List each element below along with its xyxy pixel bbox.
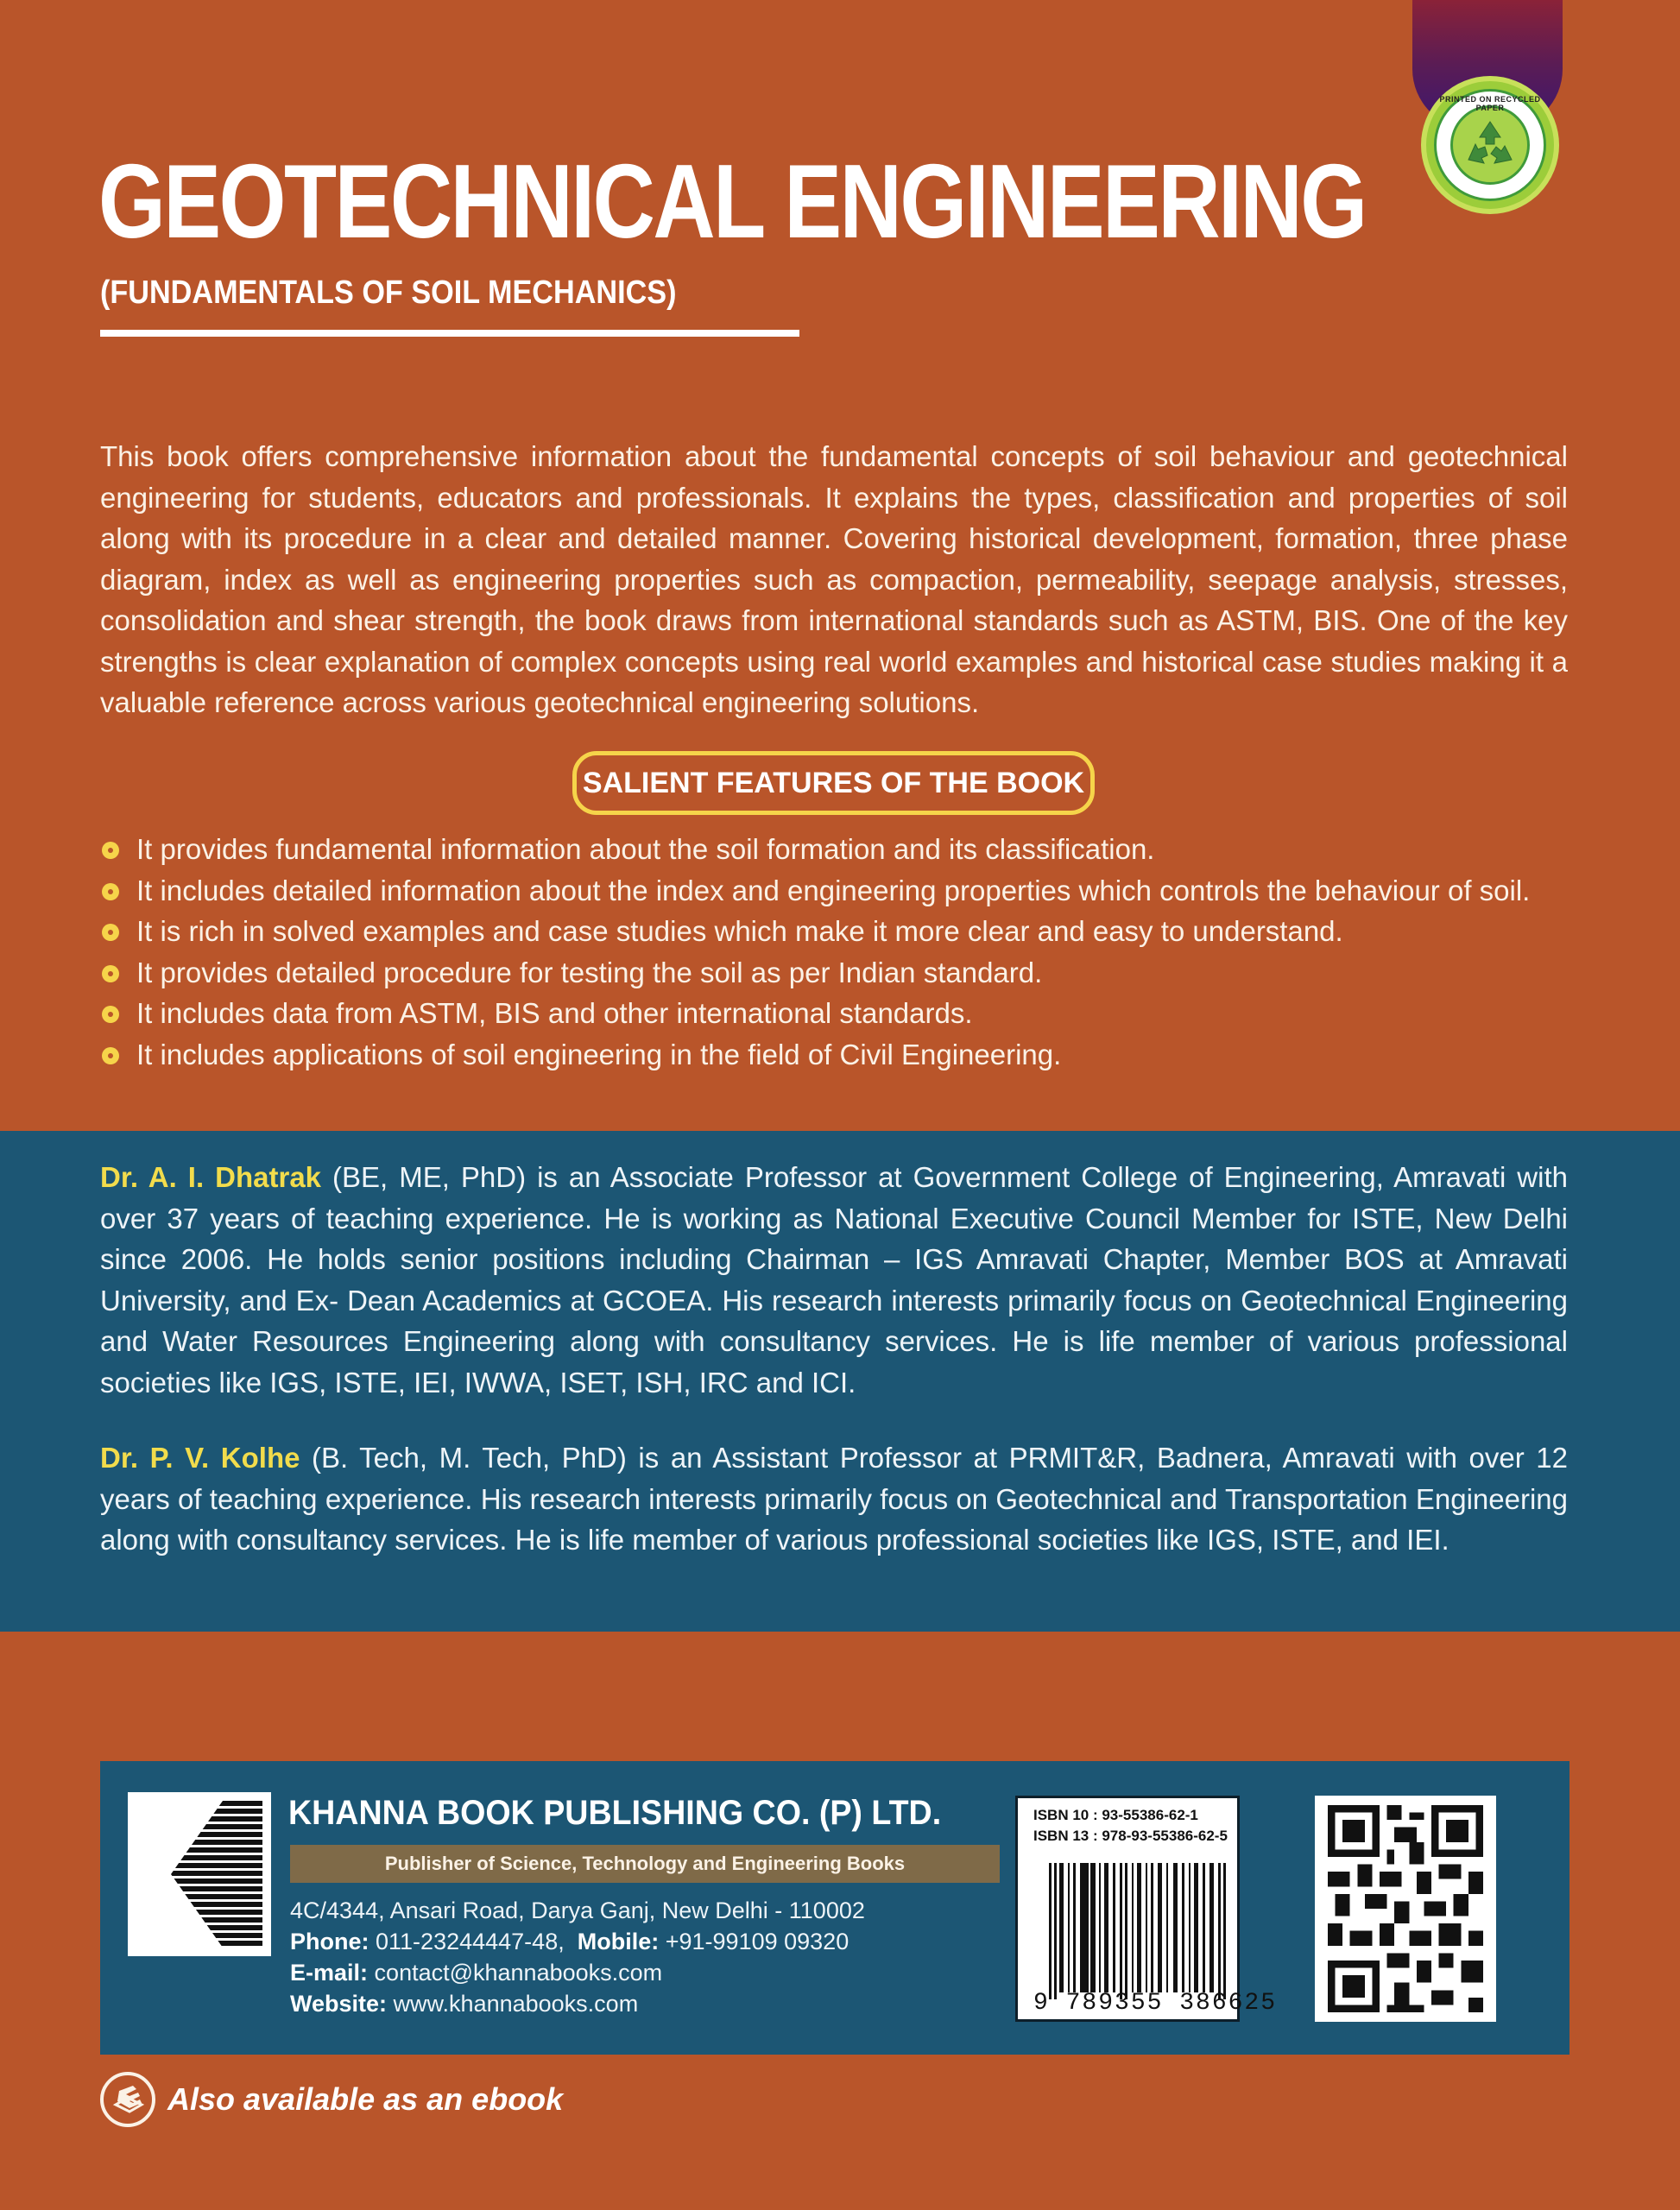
publisher-website: Website: www.khannabooks.com: [290, 1991, 639, 2017]
email-link[interactable]: contact@khannabooks.com: [374, 1960, 663, 1986]
ebook-icon: [100, 2072, 155, 2127]
book-subtitle: (FUNDAMENTALS OF SOIL MECHANICS): [100, 275, 677, 311]
author-name: Dr. P. V. Kolhe: [100, 1442, 300, 1474]
bullet-icon: [102, 842, 119, 859]
author-name: Dr. A. I. Dhatrak: [100, 1161, 322, 1193]
bullet-icon: [102, 965, 119, 982]
title-divider: [100, 330, 799, 337]
publisher-panel: [100, 1761, 1569, 2055]
author-bio: Dr. A. I. Dhatrak (BE, ME, PhD) is an Associate Professor at Government College of Engineering, Amravati with over 37 years of teaching experience. He is working as National Executive Council Member for ISTE, New Delhi since 2006. He holds senior positions including Chairman – IGS Amravati Chapter, Member BOS at Amravati University, and Ex- Dean Academics at GCOEA. His research interests primarily focus on Geotechnical Engineering and Water Resources Engineering along with consultancy services. He is life member of various professional societies like IGS, ISTE, IEI, IWWA, ISET, ISH, IRC and ICI.: [100, 1161, 1568, 1399]
feature-item: It is rich in solved examples and case studies which make it more clear and easy to understand.: [100, 911, 1576, 952]
recycle-icon: [1450, 105, 1530, 185]
isbn-barcode: [1015, 1796, 1278, 2022]
feature-item: It includes applications of soil engineering in the field of Civil Engineering.: [100, 1034, 1576, 1076]
publisher-email: E-mail: contact@khannabooks.com: [290, 1960, 663, 1986]
ebook-notice: [100, 2072, 563, 2127]
barcode-icon: [1049, 1863, 1226, 1999]
bullet-icon: [102, 883, 119, 900]
feature-item: It provides detailed procedure for testing the soil as per Indian standard.: [100, 952, 1576, 994]
website-link[interactable]: www.khannabooks.com: [393, 1991, 639, 2017]
book-title: GEOTECHNICAL ENGINEERING: [98, 142, 1366, 260]
publisher-name: KHANNA BOOK PUBLISHING CO. (P) LTD.: [288, 1794, 942, 1832]
bullet-icon: [102, 1047, 119, 1064]
features-heading: [572, 751, 1095, 815]
bullet-icon: [102, 1006, 119, 1023]
authors-panel: [0, 1131, 1680, 1632]
feature-item: It provides fundamental information about the soil formation and its classification.: [100, 829, 1576, 870]
isbn-13: ISBN 13 : 978-93-55386-62-5: [1033, 1828, 1228, 1844]
features-list: [100, 829, 1576, 1075]
features-heading-label: SALIENT FEATURES OF THE BOOK: [582, 766, 1085, 799]
author-bio: Dr. P. V. Kolhe (B. Tech, M. Tech, PhD) is an Assistant Professor at PRMIT&R, Badnera, Amravati with over 12 years of teaching experience. His research interests primarily focus on Geotechnical and Transportation Engineering along with consultancy services. He is life member of various professional societies like IGS, ISTE, and IEI.: [100, 1442, 1568, 1556]
barcode-number: 9 789355 386625: [1033, 1990, 1278, 2017]
isbn-10: ISBN 10 : 93-55386-62-1: [1033, 1807, 1198, 1823]
ebook-label: Also available as an ebook: [167, 2081, 564, 2117]
bullet-icon: [102, 924, 119, 941]
feature-item: It includes data from ASTM, BIS and other international standards.: [100, 993, 1576, 1034]
seal-text: PRINTED ON RECYCLED PAPER: [1439, 95, 1541, 112]
publisher-tagline: Publisher of Science, Technology and Engineering Books: [290, 1845, 1000, 1883]
book-description: This book offers comprehensive information about the fundamental concepts of soil behaviour and geotechnical engineering for students, educators and professionals. It explains the types, classification and properties of soil along with its procedure in a clear and detailed manner. Covering historical development, formation, three phase diagram, index as well as engineering properties such as compaction, permeability, seepage analysis, stresses, consolidation and shear strength, the book draws from international standards such as ASTM, BIS. One of the key strengths is clear explanation of complex concepts using real world examples and historical case studies making it a valuable reference across various geotechnical engineering solutions.: [100, 440, 1568, 718]
qr-code[interactable]: [1315, 1796, 1496, 2022]
publisher-phone: Phone: 011-23244447-48, Mobile: +91-99109 09320: [290, 1929, 849, 1954]
recycled-paper-seal: [1421, 76, 1559, 214]
qr-code-icon: [1328, 1805, 1483, 2012]
feature-item: It includes detailed information about the index and engineering properties which controls the behaviour of soil.: [100, 870, 1576, 912]
publisher-logo: [128, 1792, 271, 1956]
publisher-address: 4C/4344, Ansari Road, Darya Ganj, New Delhi - 110002: [290, 1897, 865, 1923]
